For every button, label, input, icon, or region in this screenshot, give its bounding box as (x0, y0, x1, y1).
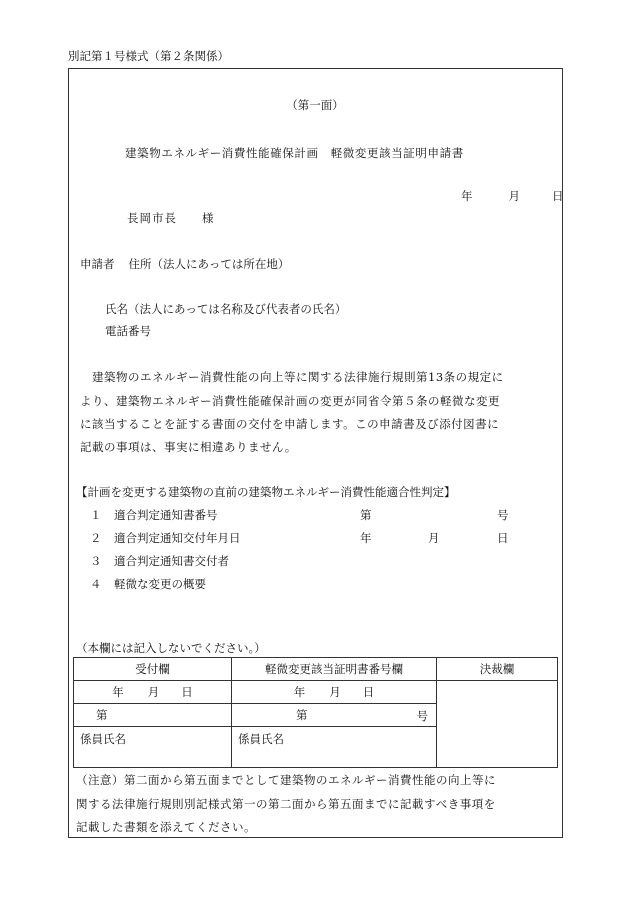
item-2-col3: 日 (497, 531, 509, 545)
item-1-num: １ (90, 508, 102, 522)
item-2-num: ２ (90, 531, 102, 545)
reception-number-cell (74, 704, 232, 727)
table-date-row (74, 681, 558, 704)
reception-year: 年 (112, 685, 124, 699)
item-3-label: 適合判定通知書交付者 (114, 554, 229, 568)
applicant-phone: 電話番号 (105, 324, 151, 338)
date-day: 日 (552, 189, 564, 203)
item-2-col1: 年 (360, 531, 372, 545)
item-3-num: ３ (90, 554, 102, 568)
certificate-date-cell (232, 681, 437, 704)
certificate-day: 日 (362, 685, 375, 699)
item-1-col3: 号 (497, 508, 509, 522)
form-number-label: 別記第１号様式（第２条関係） (68, 49, 229, 63)
body-line-3: に該当することを証する書面の交付を申請します。この申請書及び添付図書に (80, 417, 500, 431)
item-1-label: 適合判定通知書番号 (114, 508, 218, 522)
certificate-year: 年 (293, 685, 306, 699)
date-year: 年 (461, 189, 473, 203)
certificate-number-suffix: 号 (416, 709, 428, 723)
body-line-2: より、建築物エネルギー消費性能確保計画の変更が同省令第５条の軽微な変更 (80, 394, 500, 408)
footnote-line-3: 記載した書類を添えてください。 (76, 820, 256, 834)
reception-date-cell (74, 681, 232, 704)
page-title: 建築物エネルギー消費性能確保計画 軽微変更該当証明申請書 (125, 146, 464, 160)
approval-header: 決裁欄 (437, 658, 558, 681)
certificate-number-prefix: 第 (296, 708, 308, 722)
certificate-number-header: 軽微変更該当証明書番号欄 (232, 658, 437, 681)
body-line-4: 記載の事項は、事実に相違ありません。 (80, 440, 297, 454)
date-line (461, 188, 564, 204)
approval-cell (437, 681, 558, 768)
footnote-line-1: （注意）第二面から第五面までとして建築物のエネルギー消費性能の向上等に (76, 773, 496, 787)
reception-day: 日 (181, 685, 193, 699)
office-use-note: （本欄には記入しないでください。） (76, 641, 266, 655)
date-month: 月 (508, 189, 520, 203)
certificate-month: 月 (329, 685, 341, 699)
reception-staff-label: 係員氏名 (80, 732, 126, 746)
reception-header: 受付欄 (74, 658, 232, 681)
body-line-1: 建築物のエネルギー消費性能の向上等に関する法律施行規則第13条の規定に (80, 370, 504, 384)
applicant-label: 申請者 (80, 257, 115, 271)
applicant-name: 氏名（法人にあっては名称及び代表者の氏名） (105, 302, 347, 316)
page-label: （第一面） (286, 98, 344, 112)
item-4-num: ４ (90, 577, 102, 591)
table-header-row (74, 658, 558, 681)
item-4-label: 軽微な変更の概要 (114, 577, 206, 591)
item-2-label: 適合判定通知交付年月日 (114, 531, 241, 545)
applicant-address: 住所（法人にあっては所在地） (128, 257, 290, 271)
applicant-address-line (80, 256, 289, 272)
item-1-col1: 第 (360, 508, 372, 522)
section-heading: 【計画を変更する建築物の直前の建築物エネルギー消費性能適合性判定】 (76, 485, 456, 499)
reception-month: 月 (147, 685, 160, 699)
office-stamp-table (73, 657, 558, 768)
certificate-staff-label: 係員氏名 (238, 732, 284, 746)
reception-staff-cell (74, 727, 232, 768)
certificate-staff-cell (232, 727, 437, 768)
item-2-col2: 月 (428, 531, 440, 545)
addressee: 長岡市長 様 (127, 211, 215, 225)
reception-number-prefix: 第 (96, 708, 108, 722)
footnote-line-2: 関する法律施行規則別記様式第一の第二面から第五面までに記載すべき事項を (76, 797, 496, 811)
certificate-number-cell (232, 704, 437, 727)
